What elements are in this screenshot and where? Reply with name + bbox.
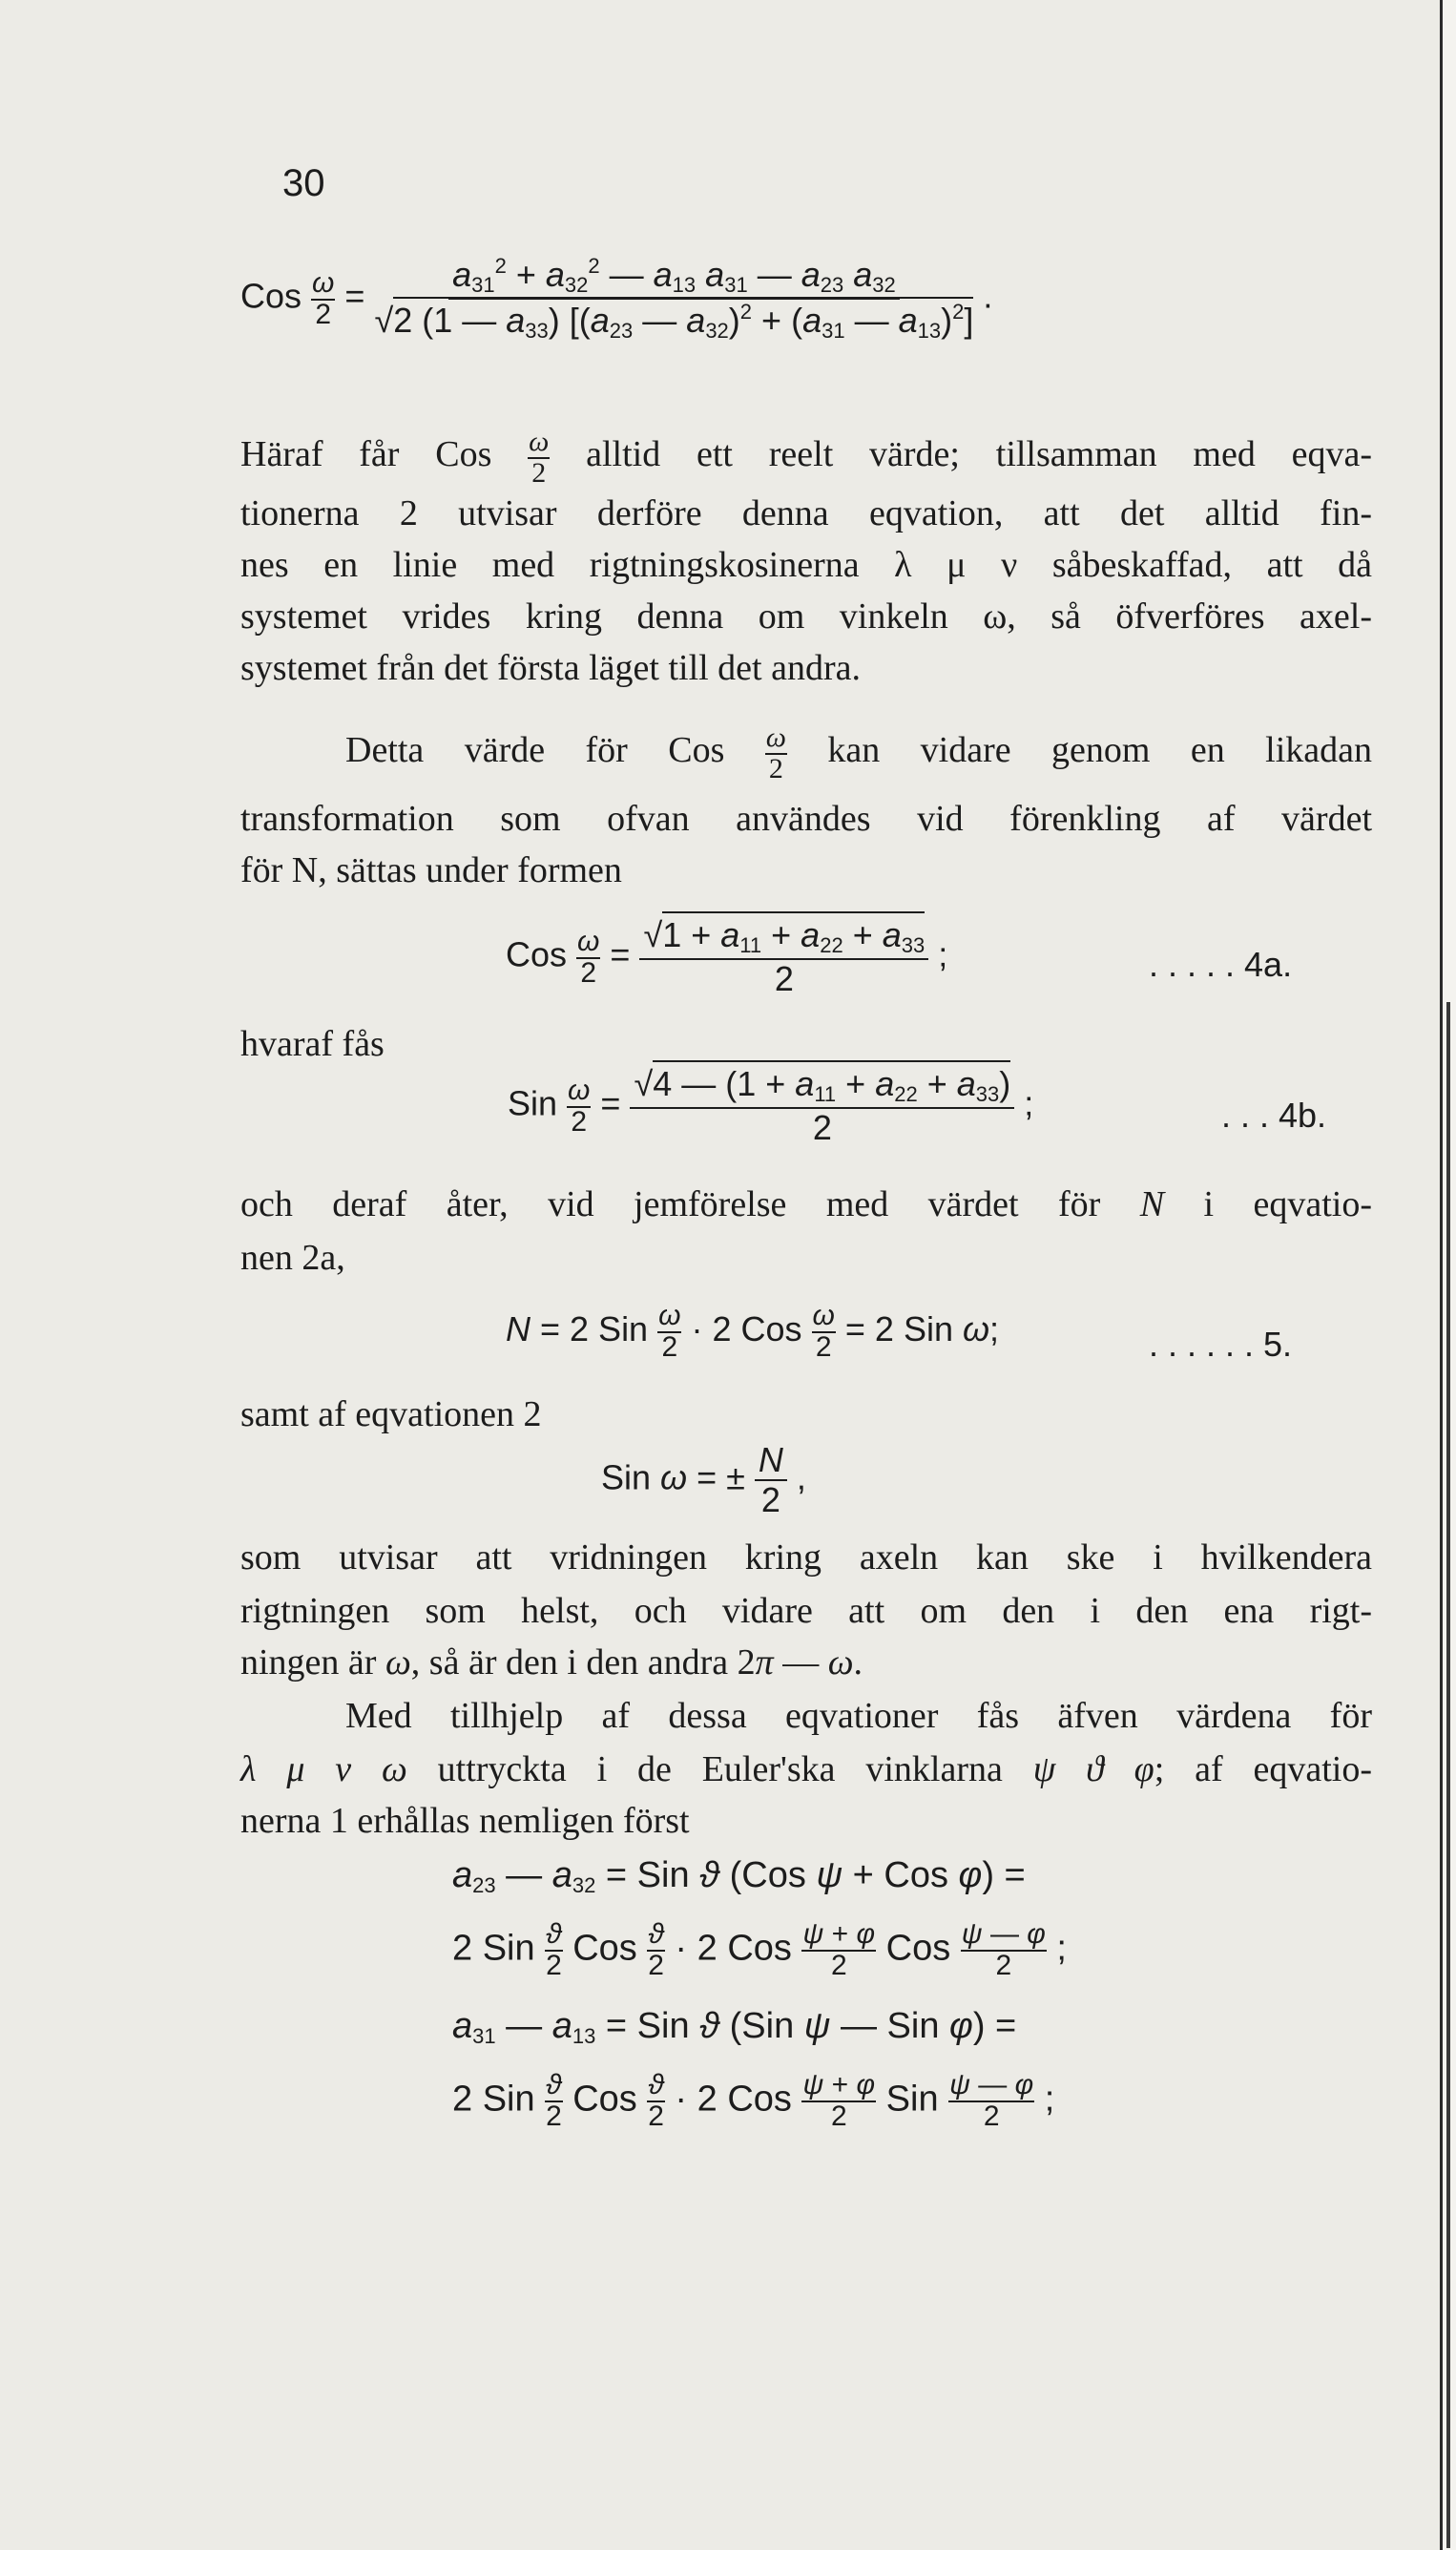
equation-numerator: $a_{31}^2 + a_{32}^2$ — $a_{13}$ $a_{31}$ — $a_{23}$ $a_{32}$ [448,256,900,300]
text-line: transformation som ofvan användes vid förenkling af värdet [240,799,1372,839]
equation-4a: Cos $\frac{\omega}{2}$ = $\frac{√1 + a_{11} + a_{22} + a_{33}}{2}$ ; [506,918,947,996]
equation-expansion-1: 2 Sin $\frac{ϑ}{2}$ Cos $\frac{ϑ}{2}$ · 2 Cos $\frac{\psi + \varphi}{2}$ Cos $\frac{\psi — \varphi}{2}$ ; [452,1918,1067,1981]
equation-5: N = 2 Sin $\frac{\omega}{2}$ · 2 Cos $\frac{\omega}{2}$ = 2 Sin ω; [506,1300,1000,1363]
equation-cos-half-omega: Cos $\frac{\omega}{2}$ = $\frac{a_{31}^2 + a_{32}^2 — a_{13} a_{31} — a_{23} a_{32}}{√2 (1 — a_{33}) [(a_{23} — a_{32})^2 + (a_{31} — a_{13})^2]}$ . [240,254,993,343]
text-line: som utvisar att vridningen kring axeln kan ske i hvilkendera [240,1537,1372,1578]
text-line: ningen är ω, så är den i den andra 2π — ω. [240,1642,863,1683]
equation-4b: Sin $\frac{\omega}{2}$ = $\frac{√4 — (1 + a_{11} + a_{22} + a_{33})}{2}$ ; [508,1067,1033,1145]
text-line: nes en linie med rigtningskosinerna λ μ ν såbeskaffad, att då [240,545,1372,585]
text-line: systemet från det första läget till det andra. [240,648,861,688]
text-line: systemet vrides kring denna om vinkeln ω, så öfverföres axel- [240,596,1372,637]
text-line: och deraf åter, vid jemförelse med värdet för N i eqvatio- [240,1184,1372,1224]
equation-label-4b: . . . 4b. [1221,1096,1327,1135]
text-line: Med tillhjelp af dessa eqvationer fås äfven värdena för [345,1696,1372,1736]
equation-a23-a32: $a_{23}$ — $a_{32}$ = Sin ϑ (Cos ψ + Cos φ) = [452,1855,1026,1897]
equation-expansion-2: 2 Sin $\frac{ϑ}{2}$ Cos $\frac{ϑ}{2}$ · 2 Cos $\frac{\psi + \varphi}{2}$ Sin $\frac{\psi — \varphi}{2}$ ; [452,2069,1055,2132]
text-line: nen 2a, [240,1238,345,1278]
equation-label-5: . . . . . . 5. [1149,1325,1293,1364]
equation-label-4a: . . . . . 4a. [1149,945,1293,984]
text-line: tionerna 2 utvisar derföre denna eqvation, att det alltid fin- [240,493,1372,533]
text-line: hvaraf fås [240,1024,385,1064]
text-line: nerna 1 erhållas nemligen först [240,1801,690,1841]
page-number: 30 [282,162,325,204]
equation-sin-omega: Sin ω = ± $\frac{N}{2}$ , [601,1440,806,1519]
text-line: för N, sättas under formen [240,850,622,890]
text-line: samt af eqvationen 2 [240,1394,542,1434]
equation-a31-a13: $a_{31}$ — $a_{13}$ = Sin ϑ (Sin ψ — Sin φ) = [452,2006,1017,2048]
text-line: Häraf får Cos $\frac{\omega}{2}$ alltid ett reelt värde; tillsamman med eqva- [240,426,1372,489]
text-line: rigtningen som helst, och vidare att om den i den ena rigt- [240,1591,1372,1631]
text-line: Detta värde för Cos $\frac{\omega}{2}$ kan vidare genom en likadan [345,721,1372,784]
text-line: λ μ ν ω uttryckta i de Euler'ska vinklarna ψ ϑ φ; af eqvatio- [240,1749,1372,1789]
equation-denominator: √2 (1 — $a_{33}$) [($a_{23}$ — $a_{32})^2 + (a_{31}$ — $a_{13})^2$] [374,300,973,342]
page-edge-shadow [1446,1002,1450,2548]
